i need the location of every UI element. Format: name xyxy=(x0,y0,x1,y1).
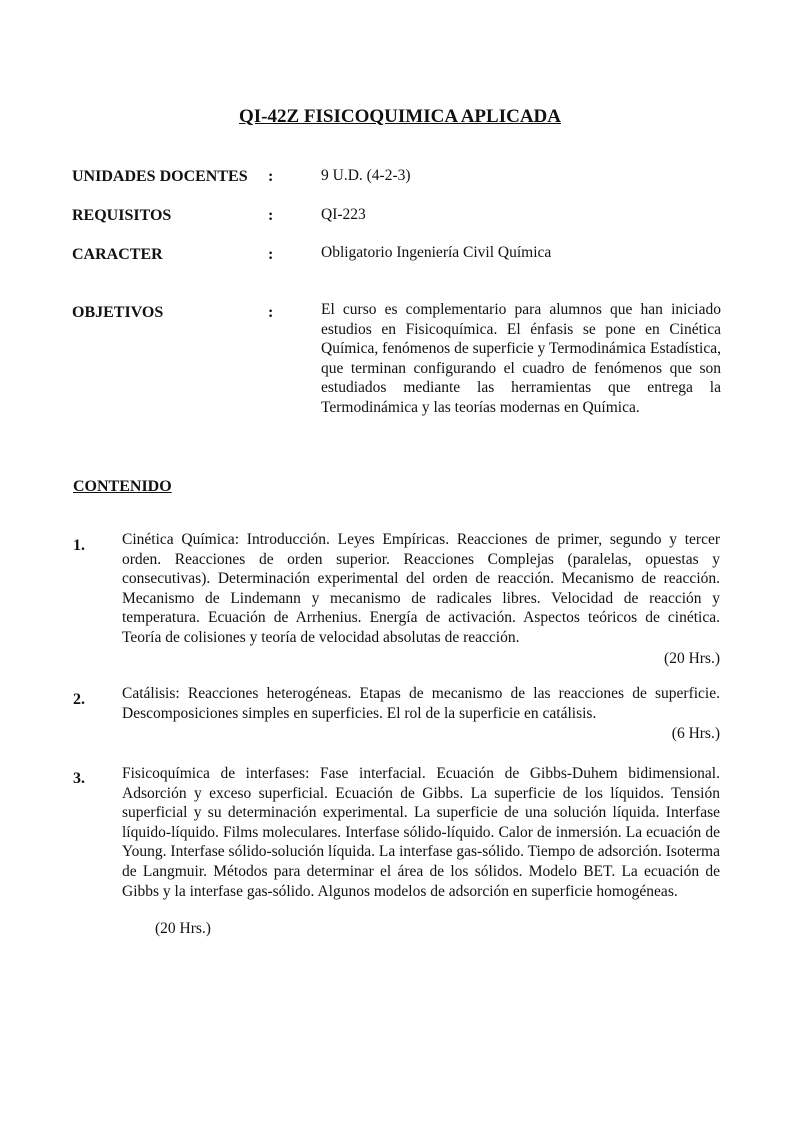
item-hours: (6 Hrs.) xyxy=(671,725,720,742)
item-number: 1. xyxy=(73,537,85,554)
objetivos-text: El curso es complementario para alumnos que han iniciado estudios en Fisicoquímica. El énfasis se pone en Cinética Química, fenómenos de superficie y Termodinámica Estadística, que terminan configurando el cuadro de fenómenos que son estudiados mediante las herramientas que entrega la Termodinámica y las teorías modernas en Química. xyxy=(321,301,721,416)
unidades-value: 9 U.D. (4-2-3) xyxy=(321,167,411,184)
requisitos-colon: : xyxy=(268,207,274,224)
item-hours: (20 Hrs.) xyxy=(664,650,720,667)
unidades-label: UNIDADES DOCENTES xyxy=(72,168,248,185)
item-hours: (20 Hrs.) xyxy=(155,920,211,937)
caracter-value: Obligatorio Ingeniería Civil Química xyxy=(321,244,552,261)
page-title: QI-42Z FISICOQUIMICA APLICADA xyxy=(239,106,561,127)
item-text: Cinética Química: Introducción. Leyes Empíricas. Reacciones de primer, segundo y tercer orden. Reacciones de orden superior. Reacciones Complejas (paralelas, opuestas y consecutivas). Determinación experimental del orden de reacción. Mecanismo de reacción. Mecanismo de Lindemann y mecanismo de radicales libres. Velocidad de reacción y temperatura. Ecuación de Arrhenius. Energía de activación. Aspectos teóricos de cinética. Teoría de colisiones y teoría de velocidad absolutas de reacción. xyxy=(122,531,720,646)
unidades-colon: : xyxy=(268,168,274,185)
requisitos-value: QI-223 xyxy=(321,206,366,223)
item-text: Catálisis: Reacciones heterogéneas. Etapas de mecanismo de las reacciones de superficie. Descomposiciones simples en superficies. El rol de la superficie en catálisis. xyxy=(122,685,720,722)
caracter-colon: : xyxy=(268,246,274,263)
requisitos-label: REQUISITOS xyxy=(72,207,172,224)
objetivos-label: OBJETIVOS xyxy=(72,304,164,321)
objetivos-colon: : xyxy=(268,304,274,321)
item-number: 3. xyxy=(73,770,85,787)
item-text: Fisicoquímica de interfases: Fase interfacial. Ecuación de Gibbs-Duhem bidimensional. Adsorción y exceso superficial. Ecuación de Gibbs. La superficie de los líquidos. Tensión superficial y su determinación experimental. La superficie de una solución líquida. Interfase líquido-líquido. Films moleculares. Interfase sólido-líquido. Calor de inmersión. La ecuación de Young. Interfase sólido-solución líquida. La interfase gas-sólido. Tiempo de adsorción. Isoterma de Langmuir. Métodos para determinar el área de los sólidos. Modelo BET. La ecuación de Gibbs y la interfase gas-sólido. Algunos modelos de adsorción en superficie homogéneas. xyxy=(122,765,720,900)
item-number: 2. xyxy=(73,691,85,708)
contenido-heading: CONTENIDO xyxy=(73,478,172,495)
caracter-label: CARACTER xyxy=(72,246,163,263)
